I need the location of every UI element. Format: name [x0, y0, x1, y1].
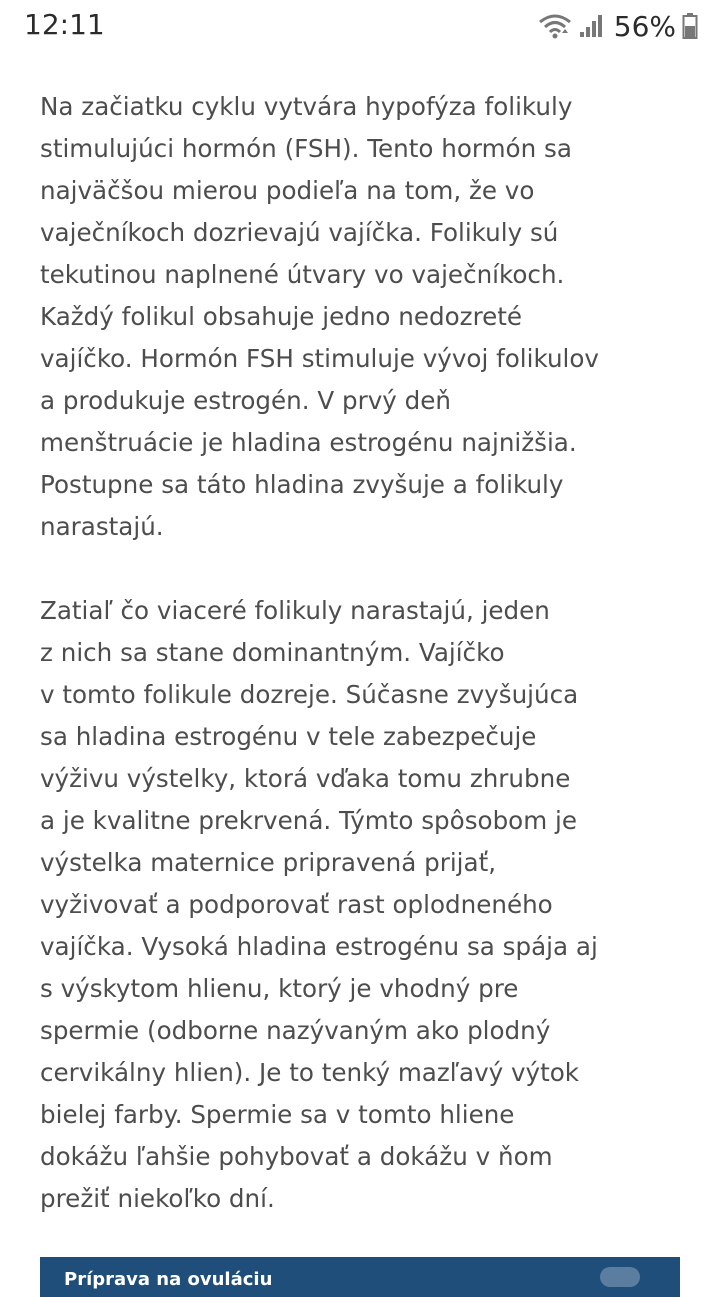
paragraph-line: výživu výstelky, ktorá vďaka tomu zhrubne [40, 764, 571, 793]
paragraph-line: menštruácie je hladina estrogénu najnižšia. [40, 428, 577, 457]
paragraph-line: z nich sa stane dominantným. Vajíčko [40, 638, 505, 667]
paragraph-line: tekutinou naplnené útvary vo vaječníkoch. [40, 260, 565, 289]
paragraph-line: bielej farby. Spermie sa v tomto hliene [40, 1100, 515, 1129]
paragraph-line: cervikálny hlien). Je to tenký mazľavý výtok [40, 1058, 580, 1087]
paragraph-line: Každý folikul obsahuje jedno nedozreté [40, 302, 523, 331]
section-banner[interactable] [40, 1257, 680, 1297]
paragraph-line: dokážu ľahšie pohybovať a dokážu v ňom [40, 1142, 553, 1171]
paragraph-line: vajíčko. Hormón FSH stimuluje vývoj folikulov [40, 344, 599, 373]
paragraph-line: a produkuje estrogén. V prvý deň [40, 386, 451, 415]
status-icons [538, 8, 698, 44]
article-content [40, 86, 680, 1220]
battery-percentage: 56% [613, 9, 676, 43]
paragraph-line: s výskytom hlienu, ktorý je vhodný pre [40, 974, 519, 1003]
article-paragraph-1 [40, 86, 680, 548]
paragraph-line: narastajú. [40, 512, 164, 541]
paragraph-line: sa hladina estrogénu v tele zabezpečuje [40, 722, 537, 751]
banner-toggle[interactable] [600, 1267, 640, 1287]
paragraph-line: stimulujúci hormón (FSH). Tento hormón sa [40, 134, 572, 163]
paragraph-line: prežiť niekoľko dní. [40, 1184, 275, 1213]
battery-icon [682, 12, 698, 40]
paragraph-line: Na začiatku cyklu vytvára hypofýza folikuly [40, 92, 573, 121]
banner-label: Príprava na ovuláciu [64, 1269, 273, 1290]
paragraph-line: vaječníkoch dozrievajú vajíčka. Folikuly sú [40, 218, 559, 247]
paragraph-line: v tomto folikule dozreje. Súčasne zvyšujúca [40, 680, 579, 709]
paragraph-line: vyživovať a podporovať rast oplodneného [40, 890, 553, 919]
signal-icon [578, 13, 604, 39]
status-bar [0, 0, 720, 52]
paragraph-line: vajíčka. Vysoká hladina estrogénu sa spája aj [40, 932, 598, 961]
paragraph-line: Zatiaľ čo viaceré folikuly narastajú, jeden [40, 596, 550, 625]
wifi-icon [538, 13, 572, 39]
paragraph-line: a je kvalitne prekrvená. Týmto spôsobom je [40, 806, 577, 835]
paragraph-line: Postupne sa táto hladina zvyšuje a folikuly [40, 470, 564, 499]
status-time: 12:11 [24, 8, 105, 41]
paragraph-line: výstelka maternice pripravená prijať, [40, 848, 497, 877]
article-paragraph-2 [40, 590, 680, 1220]
paragraph-line: spermie (odborne nazývaným ako plodný [40, 1016, 551, 1045]
paragraph-line: najväčšou mierou podieľa na tom, že vo [40, 176, 535, 205]
